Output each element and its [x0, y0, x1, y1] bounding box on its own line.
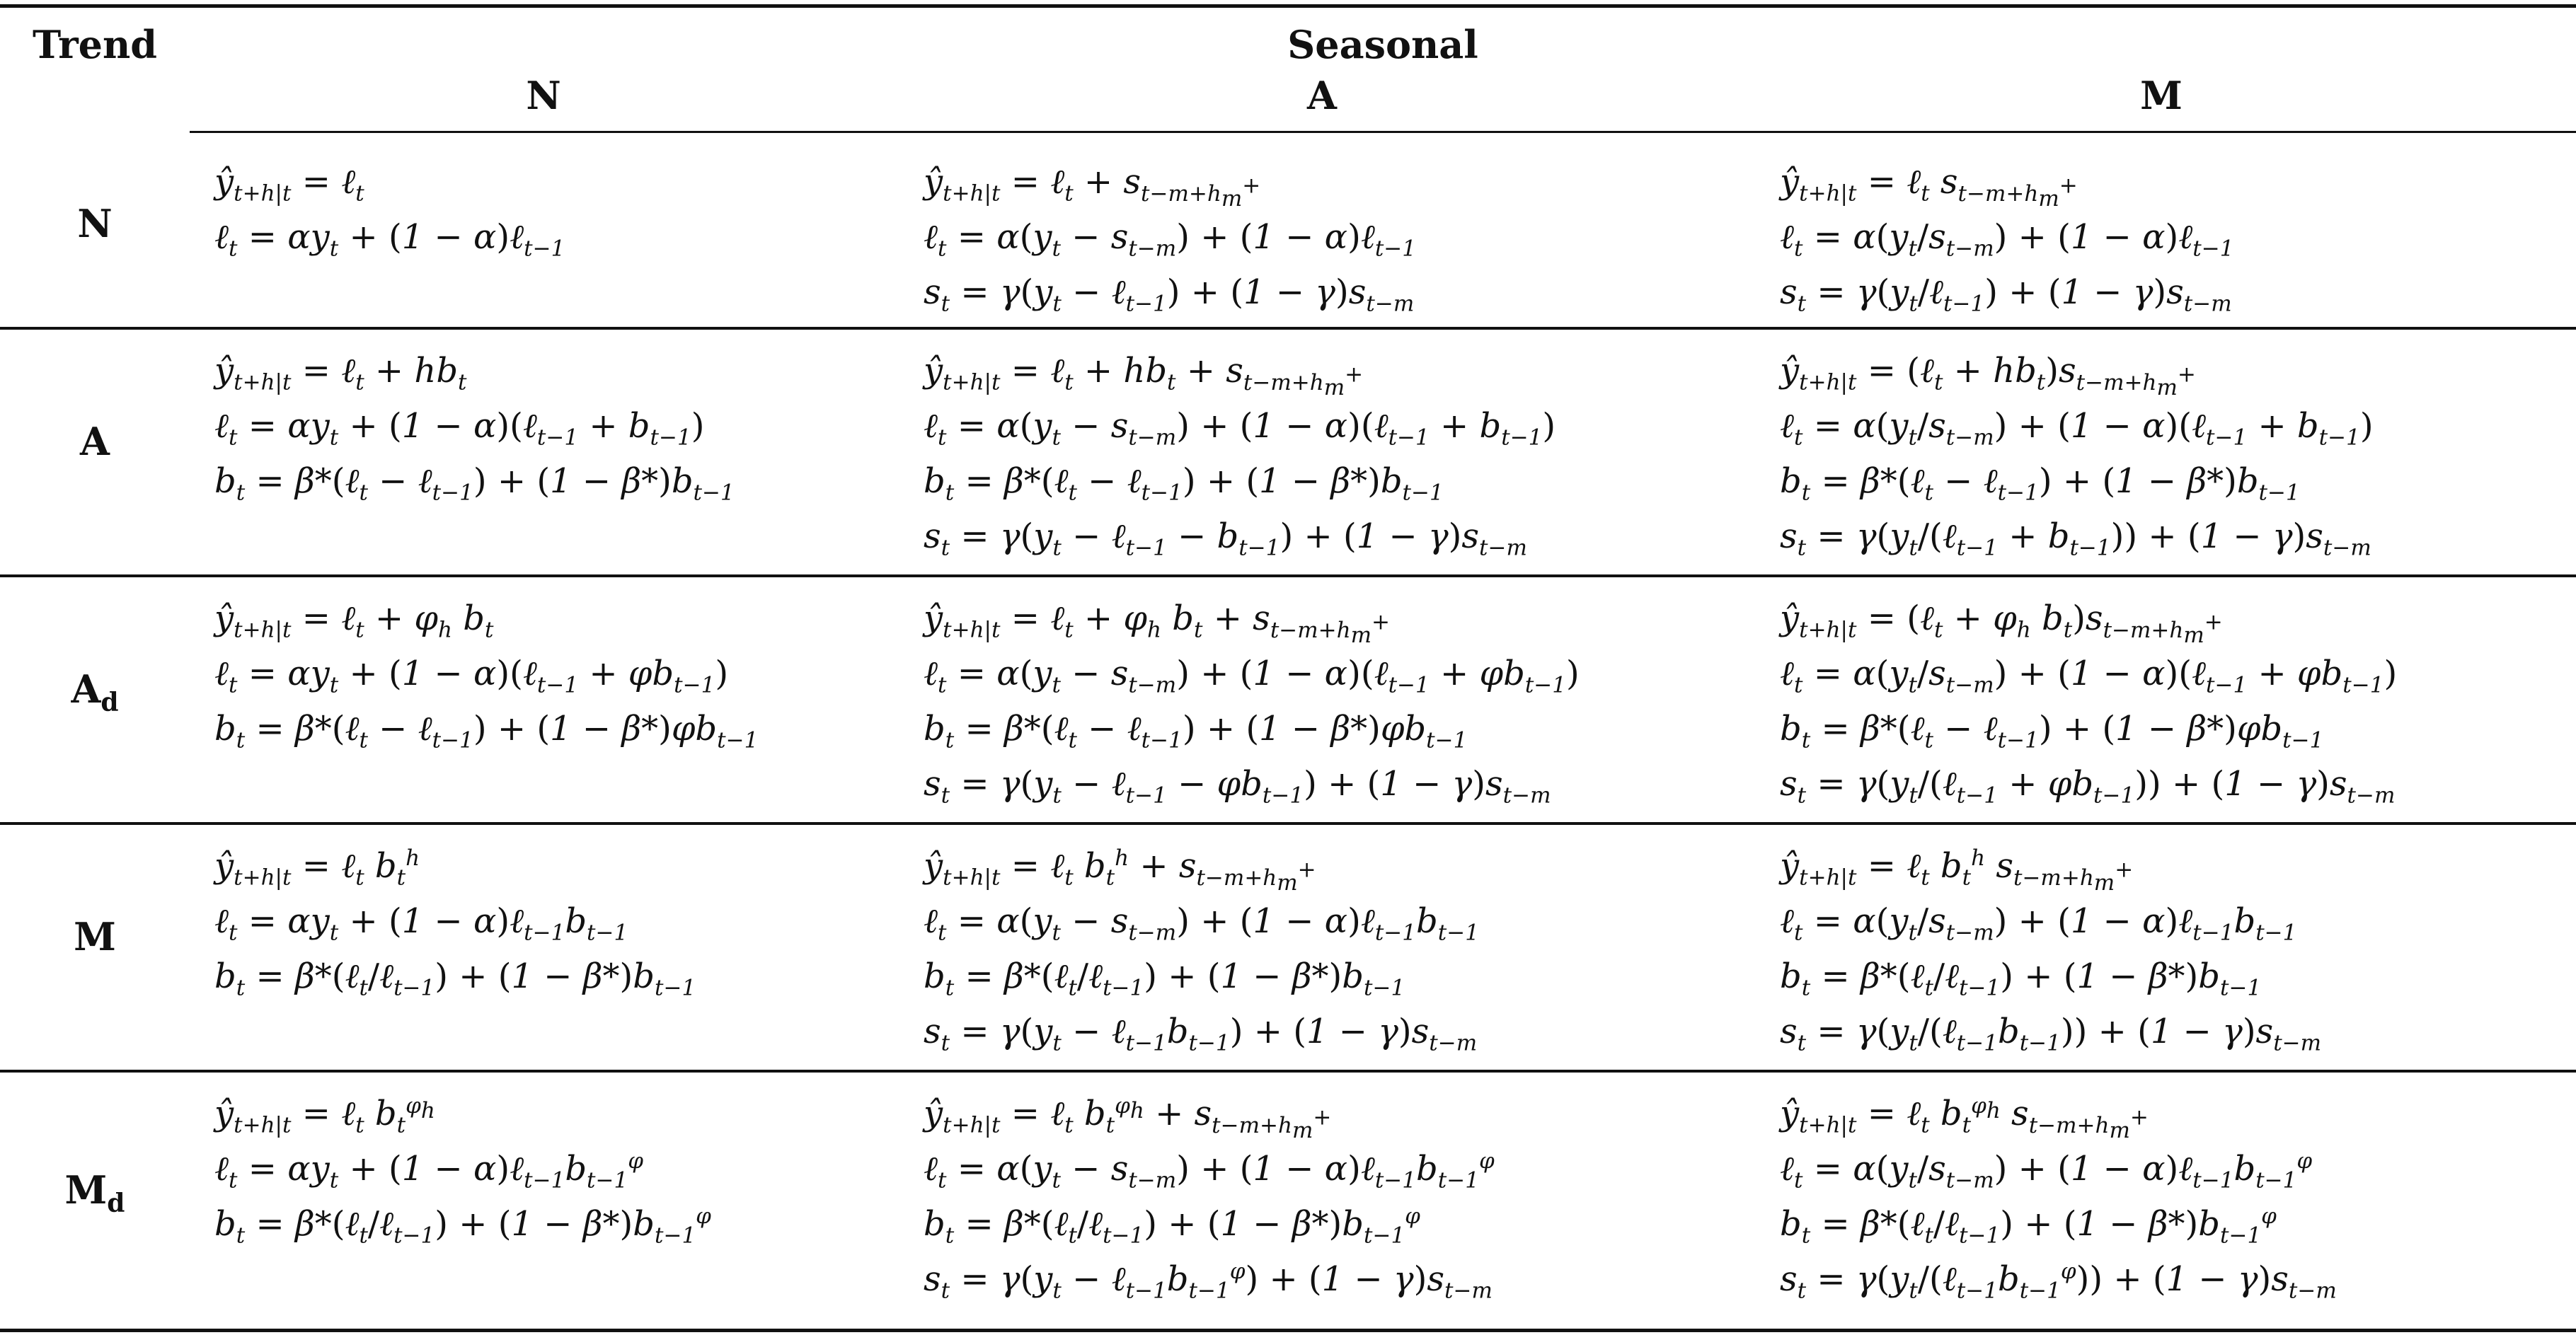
- row-separator: [0, 1070, 2576, 1073]
- equation-n: ℓ$_t$ = $\alpha y_t + (1$ − $\alpha)\ell_{t-1}b_{t-1}^\varphi$: [214, 1148, 643, 1194]
- equation-m: $s_t$ = $\gamma(y_t/\ell_{t-1}) + (1 - \gamma)s_{t-m}$: [1780, 272, 2232, 317]
- equation-a: $ŷ_{t+h|t}$ = ℓ$_t$ + $hb_t + s_{t-m+h_m^+}$: [924, 351, 1364, 400]
- equation-m: $b_t$ = β*(ℓ$_t$/ℓ$_{t-1}$) + $(1 - \beta*)b_{t-1}^\varphi$: [1780, 1203, 2277, 1249]
- equation-a: $ŷ_{t+h|t}$ = ℓ$_t$ + $\varphi_h$ $b_t + s_{t-m+h_m^+}$: [924, 599, 1391, 648]
- trend-label: $A_d$: [71, 666, 119, 717]
- equation-m: $b_t$ = β*(ℓ$_t$ − ℓ$_{t-1}$) + $(1 - \beta*)b_{t-1}$: [1780, 461, 2300, 506]
- equation-a: $s_t = \gamma(y_t$ − $\ell_{t-1}b_{t-1}^\varphi) + (1 - \gamma)s_{t-m}$: [924, 1259, 1493, 1304]
- bottom-rule: [0, 1329, 2576, 1332]
- equation-n: $b_t$ = β*(ℓ$_t$/ℓ$_{t-1}$) + $(1 - \beta*)b_{t-1}$: [214, 957, 696, 1001]
- equation-a: $b_t$ = β*(ℓ$_t$ − ℓ$_{t-1}$) + $(1 - \beta*)\varphi b_{t-1}$: [924, 709, 1468, 753]
- equation-a: $ŷ_{t+h|t}$ = ℓ$_t$ $b_t^h + s_{t-m+h_m^+}$: [924, 845, 1316, 896]
- equation-a: $ŷ_{t+h|t}$ = ℓ$_t$ + $s_{t-m+h_m^+}$: [924, 162, 1261, 212]
- equation-m: ℓ$_t$ = $\alpha(y_t/s_{t-m}) + (1$ − α)(ℓ$_{t-1}$ + $\varphi b_{t-1}$): [1780, 654, 2398, 698]
- equation-m: ℓ$_t$ = $\alpha(y_t/s_{t-m}) + (1$ − $\alpha)\ell_{t-1}b_{t-1}$: [1780, 901, 2297, 946]
- equation-a: $b_t$ = β*(ℓ$_t$/ℓ$_{t-1}$) + $(1 - \beta*)b_{t-1}$: [924, 957, 1405, 1001]
- seasonal-underline: [190, 131, 2576, 133]
- equation-a: $b_t$ = β*(ℓ$_t$/ℓ$_{t-1}$) + $(1 - \beta*)b_{t-1}^\varphi$: [924, 1203, 1420, 1249]
- equation-m: $ŷ_{t+h|t}$ = ℓ$_t$ $s_{t-m+h_m^+}$: [1780, 162, 2078, 212]
- equation-m: $ŷ_{t+h|t}$ = ℓ$_t$ $b_t^{\varphi_h}$ $s_{t-m+h_m^+}$: [1780, 1093, 2149, 1143]
- trend-label: M: [74, 914, 116, 959]
- equation-n: ℓ$_t$ = $\alpha y_t + (1$ − α)(ℓ$_{t-1}$ + $\varphi b_{t-1}$): [214, 654, 729, 698]
- trend-header: Trend: [32, 22, 158, 67]
- equation-m: $b_t$ = β*(ℓ$_t$ − ℓ$_{t-1}$) + $(1 - \beta*)\varphi b_{t-1}$: [1780, 709, 2324, 753]
- top-rule: [0, 4, 2576, 8]
- equation-m: ℓ$_t$ = $\alpha(y_t/s_{t-m}) + (1$ − α)ℓ$_{t-1}$: [1780, 217, 2234, 262]
- equation-a: $s_t = \gamma(y_t$ − $\ell_{t-1}b_{t-1}) + (1 - \gamma)s_{t-m}$: [924, 1012, 1478, 1056]
- trend-label: A: [80, 419, 110, 464]
- equation-n: $ŷ_{t+h|t}$ = ℓ$_t$ $b_t^h$: [214, 845, 420, 891]
- equation-a: $ŷ_{t+h|t}$ = ℓ$_t$ $b_t^{\varphi_h} + s_{t-m+h_m^+}$: [924, 1093, 1332, 1143]
- equation-m: $s_t$ = $\gamma(y_t/(\ell_{t-1}b_{t-1}^\varphi)) + (1 - \gamma)s_{t-m}$: [1780, 1259, 2337, 1304]
- row-separator: [0, 327, 2576, 330]
- column-header-n: N: [526, 73, 561, 118]
- equation-n: $ŷ_{t+h|t}$ = ℓ$_t$ + $hb_t$: [214, 351, 467, 395]
- equation-m: ℓ$_t$ = $\alpha(y_t/s_{t-m}) + (1$ − $\alpha)\ell_{t-1}b_{t-1}^\varphi$: [1780, 1148, 2313, 1194]
- equation-n: $b_t$ = β*(ℓ$_t$ − ℓ$_{t-1}$) + $(1 - \beta*)\varphi b_{t-1}$: [214, 709, 759, 753]
- seasonal-header: Seasonal: [1287, 22, 1478, 67]
- row-separator: [0, 574, 2576, 577]
- equation-a: ℓ$_t$ = $\alpha(y_t - s_{t-m}) + (1$ − $\alpha)\ell_{t-1}b_{t-1}^\varphi$: [924, 1148, 1495, 1194]
- equation-m: $s_t$ = $\gamma(y_t/(\ell_{t-1} + b_{t-1})) + (1 - \gamma)s_{t-m}$: [1780, 516, 2371, 561]
- equation-a: $s_t = \gamma(y_t$ − ℓ$_{t-1}$ − $\varphi b_{t-1}) + (1 - \gamma)s_{t-m}$: [924, 764, 1551, 809]
- row-separator: [0, 822, 2576, 825]
- equation-a: ℓ$_t$ = $\alpha(y_t - s_{t-m}) + (1$ − α)ℓ$_{t-1}$: [924, 217, 1417, 262]
- equation-n: ℓ$_t$ = $\alpha y_t + (1$ − $\alpha)\ell_{t-1}b_{t-1}$: [214, 901, 628, 946]
- equation-n: ℓ$_t$ = $\alpha y_t + (1$ − α)(ℓ$_{t-1}$ + $b_{t-1}$): [214, 406, 705, 451]
- equation-n: $ŷ_{t+h|t}$ = ℓ$_t$ + $\varphi_h$ $b_t$: [214, 599, 494, 643]
- equation-a: $s_t = \gamma(y_t$ − ℓ$_{t-1}$ − $b_{t-1}) + (1 - \gamma)s_{t-m}$: [924, 516, 1527, 561]
- equation-m: $b_t$ = β*(ℓ$_t$/ℓ$_{t-1}$) + $(1 - \beta*)b_{t-1}$: [1780, 957, 2262, 1001]
- equation-a: ℓ$_t$ = $\alpha(y_t - s_{t-m}) + (1$ − α)(ℓ$_{t-1}$ + $b_{t-1}$): [924, 406, 1556, 451]
- equation-n: $ŷ_{t+h|t}$ = ℓ$_t$: [214, 162, 364, 207]
- equation-a: ℓ$_t$ = $\alpha(y_t - s_{t-m}) + (1$ − α)(ℓ$_{t-1}$ + $\varphi b_{t-1}$): [924, 654, 1580, 698]
- equation-m: ℓ$_t$ = $\alpha(y_t/s_{t-m}) + (1$ − α)(ℓ$_{t-1}$ + $b_{t-1}$): [1780, 406, 2374, 451]
- equation-a: $s_t = \gamma(y_t$ − ℓ$_{t-1}$) + $(1 - \gamma)s_{t-m}$: [924, 272, 1415, 317]
- equation-a: $b_t$ = β*(ℓ$_t$ − ℓ$_{t-1}$) + $(1 - \beta*)b_{t-1}$: [924, 461, 1444, 506]
- trend-label: $M_d$: [64, 1167, 125, 1218]
- equation-n: ℓ$_t$ = $\alpha y_t + (1$ − α)ℓ$_{t-1}$: [214, 217, 565, 262]
- equation-n: $ŷ_{t+h|t}$ = ℓ$_t$ $b_t^{\varphi_h}$: [214, 1093, 435, 1138]
- equation-m: $ŷ_{t+h|t}$ = (ℓ$_t$ + $\varphi_h$ $b_t)s_{t-m+h_m^+}$: [1780, 599, 2223, 648]
- equation-m: $s_t$ = $\gamma(y_t/(\ell_{t-1} + \varphi b_{t-1})) + (1 - \gamma)s_{t-m}$: [1780, 764, 2396, 809]
- column-header-a: A: [1307, 73, 1337, 118]
- trend-label: N: [77, 200, 113, 246]
- equation-n: $b_t$ = β*(ℓ$_t$/ℓ$_{t-1}$) + $(1 - \beta*)b_{t-1}^\varphi$: [214, 1203, 711, 1249]
- equation-m: $ŷ_{t+h|t}$ = ℓ$_t$ $b_t^h$ $s_{t-m+h_m^+}$: [1780, 845, 2134, 896]
- equation-a: ℓ$_t$ = $\alpha(y_t - s_{t-m}) + (1$ − $\alpha)\ell_{t-1}b_{t-1}$: [924, 901, 1479, 946]
- equation-m: $s_t$ = $\gamma(y_t/(\ell_{t-1}b_{t-1})) + (1 - \gamma)s_{t-m}$: [1780, 1012, 2322, 1056]
- column-header-m: M: [2140, 73, 2183, 118]
- equation-m: $ŷ_{t+h|t}$ = (ℓ$_t$ + $hb_t)s_{t-m+h_m^+}$: [1780, 351, 2196, 400]
- equation-n: $b_t$ = β*(ℓ$_t$ − ℓ$_{t-1}$) + $(1 - \beta*)b_{t-1}$: [214, 461, 735, 506]
